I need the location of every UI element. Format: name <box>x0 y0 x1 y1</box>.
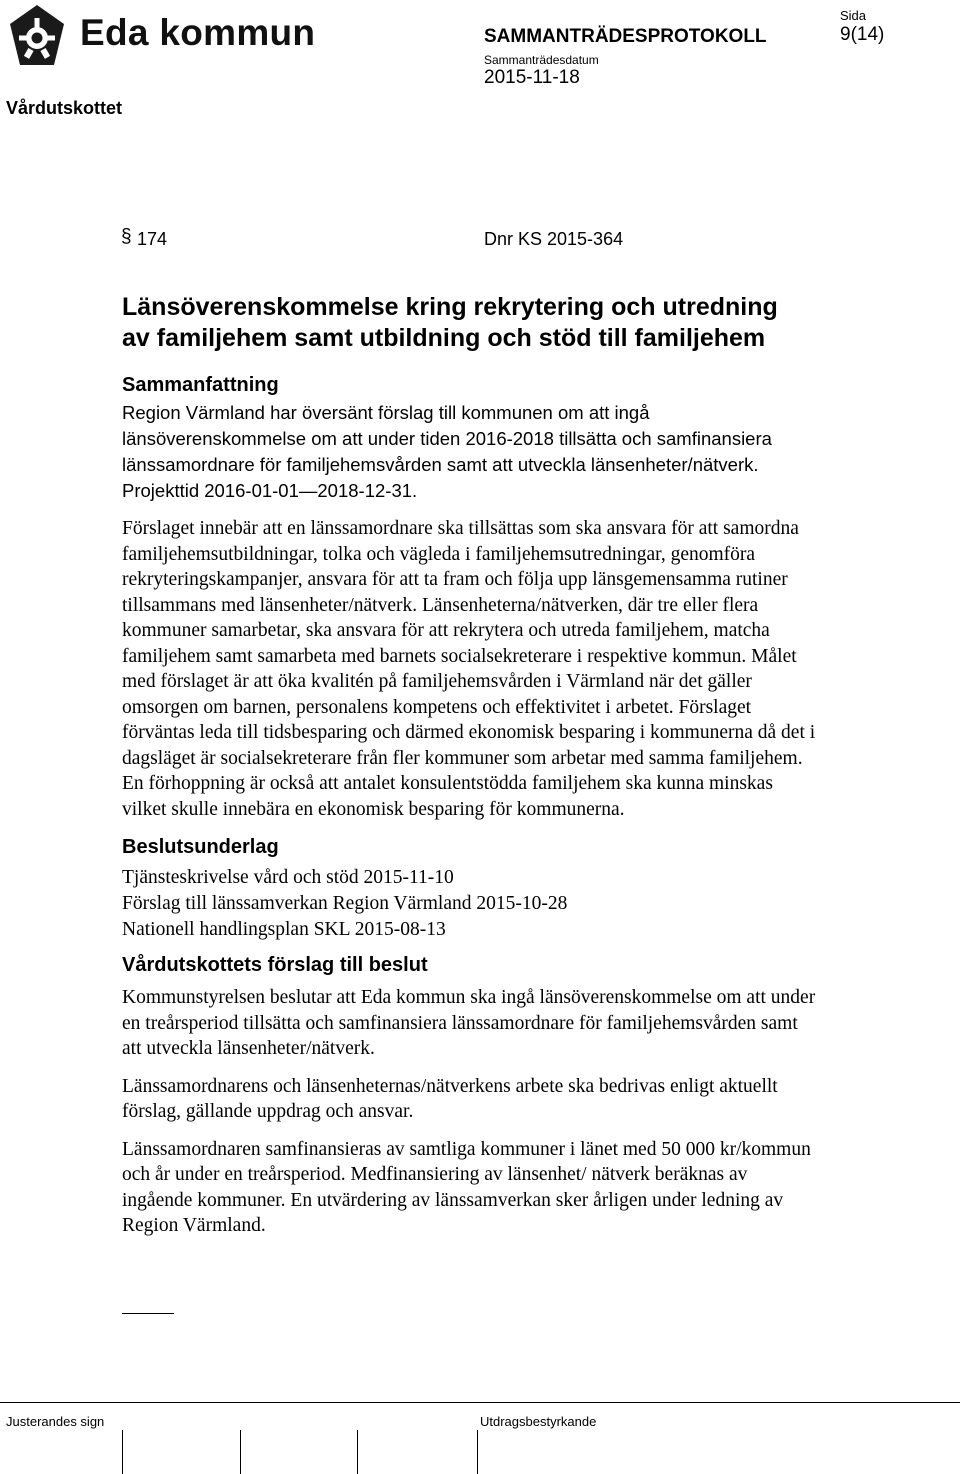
list-item: Tjänsteskrivelse vård och stöd 2015-11-10 <box>122 867 454 888</box>
decision-paragraph: Kommunstyrelsen beslutar att Eda kommun ska ingå länsöverenskommelse om att under en treårsperiod tillsätta och samfinansiera länssamordnare för familjehemsvården samt att utveckla länsenheter/nätverk. <box>122 987 816 1059</box>
diary-number: Dnr KS 2015-364 <box>484 229 624 249</box>
end-rule <box>122 1313 174 1314</box>
footer-divider <box>0 1402 960 1403</box>
eda-kommun-logo-icon <box>8 4 66 66</box>
decision-paragraph: Länssamordnarens och länsenheternas/nätverkens arbete ska bedrivas enligt aktuellt förslag, gällande uppdrag och ansvar. <box>122 1075 778 1122</box>
signature-box-divider <box>477 1430 478 1474</box>
section-heading-beslutsunderlag: Beslutsunderlag <box>122 836 279 858</box>
meeting-date-label: Sammanträdesdatum <box>484 53 599 67</box>
proposal-description-paragraph: Förslaget innebär att en länssamordnare ska tillsättas som ska ansvara för att samordna familjehemsutbildningar, tolka och vägleda i familjehemsutredningar, genomföra rekryteringskampanjer, ansvara för att ta fram och följa upp länsgemensamma rutiner tillsammans med länsenheter/nätverk. Länsenheterna/nätverken, där tre eller flera kommuner samarbetar, ska ansvara för att rekrytera och utreda familjehem, matcha familjehem samt samarbeta med barnets socialsekreterare i respektive kommun. Målet med förslaget är att öka kvalitén på familjehemsvården i Värmland när det gäller omsorgen om barnen, personalens kompetens och effektivitet i arbetet. Förslaget förväntas leda till tidsbesparing och därmed ekonomisk besparing i kommunerna då det i dagsläget är socialsekreterare från fler kommuner som arbetar med samma familjehem. En förhoppning är också att antalet konsulentstödda familjehem ska kunna minskas vilket skulle innebära en ekonomisk besparing för kommunerna. <box>122 518 816 820</box>
title-line-1: Länsöverenskommelse kring rekrytering och utredning <box>122 293 778 321</box>
board-name: Vårdutskottet <box>6 98 123 118</box>
list-item: Nationell handlingsplan SKL 2015-08-13 <box>122 919 446 940</box>
paragraph-mark: § <box>121 226 132 247</box>
brand-name: Eda kommun <box>80 12 316 53</box>
section-heading-forslag-till-beslut: Vårdutskottets förslag till beslut <box>122 954 428 976</box>
document-body <box>122 292 822 1239</box>
page-number: 9(14) <box>840 24 885 45</box>
signature-box-divider <box>357 1430 358 1474</box>
page-title <box>122 292 822 354</box>
list-item: Förslag till länssamverkan Region Värmland 2015-10-28 <box>122 893 568 914</box>
footer-sign-label: Justerandes sign <box>6 1414 105 1429</box>
document-title: SAMMANTRÄDESPROTOKOLL <box>484 26 767 47</box>
meeting-date-value: 2015-11-18 <box>484 67 580 88</box>
page-label: Sida <box>840 8 867 23</box>
summary-paragraph: Region Värmland har översänt förslag till kommunen om att ingå länsöverenskommelse om att under tiden 2016-2018 tillsätta och samfinansiera länssamordnare för familjehemsvården samt att utveckla länsenheter/nätverk. Projekttid 2016-01-01—2018-12-31. <box>122 402 772 501</box>
decision-basis-list <box>122 865 822 943</box>
signature-box-divider <box>122 1430 123 1474</box>
item-number: 174 <box>137 229 168 249</box>
signature-box-divider <box>240 1430 241 1474</box>
title-line-2: av familjehem samt utbildning och stöd till familjehem <box>122 324 766 352</box>
section-heading-sammanfattning: Sammanfattning <box>122 374 279 396</box>
footer-extract-label: Utdragsbestyrkande <box>480 1414 597 1429</box>
decision-paragraph: Länssamordnaren samfinansieras av samtliga kommuner i länet med 50 000 kr/kommun och år under en treårsperiod. Medfinansiering av länsenhet/ nätverk beräknas av ingående kommuner. En utvärdering av länssamverkan sker årligen under ledning av Region Värmland. <box>122 1138 811 1236</box>
